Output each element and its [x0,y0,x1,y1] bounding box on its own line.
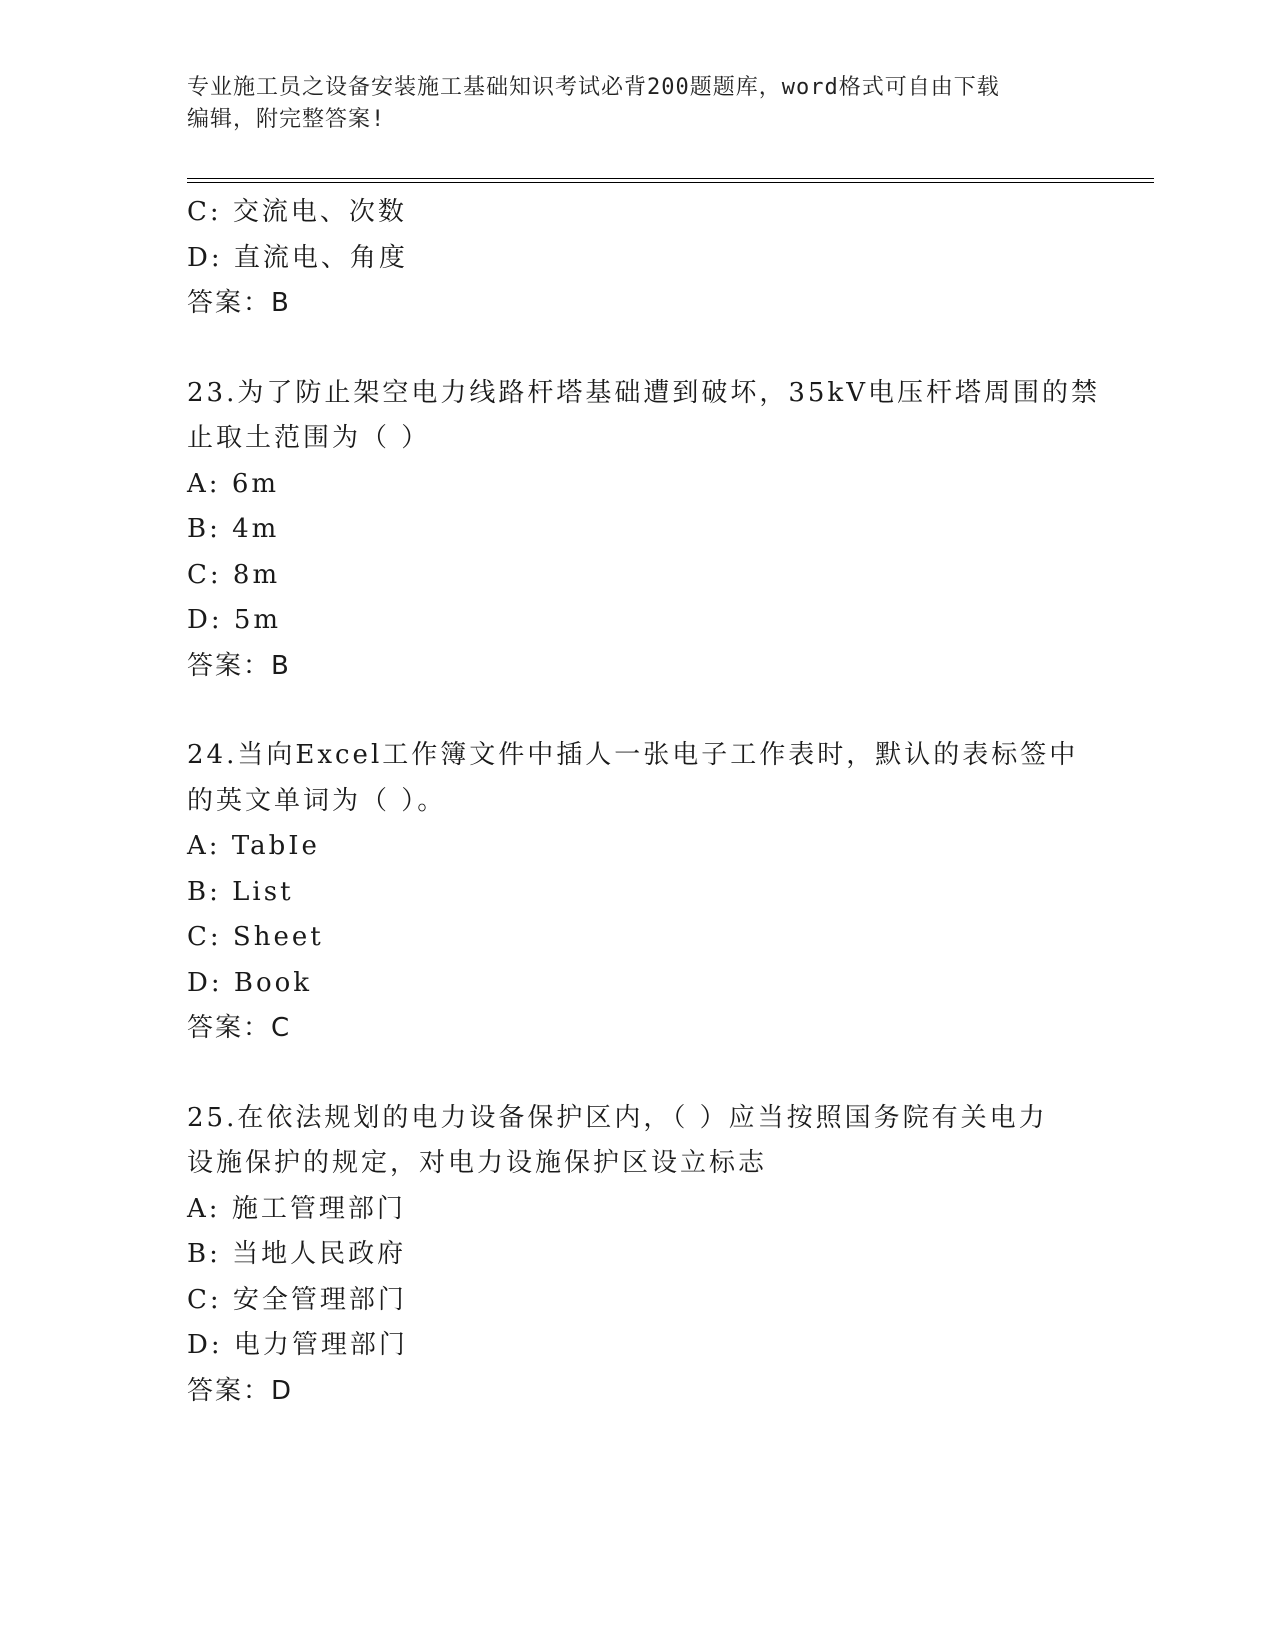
answer-line: 答案：B [187,288,291,318]
option-label: C: [187,922,222,952]
option-b [187,507,1087,553]
carryover-block [187,190,1087,327]
option-d [187,236,1087,282]
document-header [187,72,1087,136]
option-label: D: [187,242,223,273]
option-text: 6m [231,468,280,499]
question-23 [187,371,1100,690]
option-text: 5m [233,605,282,635]
question-stem-cont: 止取土范围为（ ） [187,423,431,453]
question-stem: 24.当向Excel工作簿文件中插人一张电子工作表时，默认的表标签中 [187,740,1079,770]
option-d [187,1323,1087,1369]
option-text: 电力管理部门 [233,1330,408,1360]
header-double-rule [187,178,1154,183]
option-text: 交流电、次数 [232,197,407,227]
option-a [187,824,1087,870]
question-25 [187,1096,1087,1415]
option-label: D: [187,1330,223,1360]
option-text: 安全管理部门 [232,1284,407,1315]
option-text: 施工管理部门 [231,1193,406,1224]
option-text: TabIe [231,831,320,861]
option-text: List [232,876,294,907]
option-text: Book [233,967,313,998]
option-b [187,870,1087,916]
answer-line: 答案：D [187,1375,294,1406]
option-label: A: [187,831,221,861]
option-d [187,961,1087,1007]
option-c [187,1278,1087,1324]
question-stem: 25.在依法规划的电力设备保护区内，（ ）应当按照国务院有关电力 [187,1102,1048,1133]
option-text: 当地人民政府 [232,1239,407,1269]
option-label: A: [187,1193,221,1224]
option-a [187,1187,1087,1233]
option-c [187,553,1087,599]
spacer [187,1052,1087,1096]
answer-line: 答案：B [187,650,291,681]
option-label: C: [187,1284,222,1315]
question-stem-cont: 设施保护的规定，对电力设施保护区设立标志 [187,1148,768,1178]
question-stem: 23.为了防止架空电力线路杆塔基础遭到破坏，35kV电压杆塔周围的禁 [187,377,1100,408]
option-text: Sheet [232,922,324,952]
option-text: 直流电、角度 [233,242,408,273]
option-a [187,462,1087,508]
question-24 [187,733,1087,1052]
option-label: B: [187,1239,221,1269]
spacer [187,327,1087,371]
option-label: A: [187,468,221,499]
option-text: 8m [232,559,281,590]
option-label: B: [187,514,221,544]
option-b [187,1232,1087,1278]
question-stem-cont: 的英文单词为（ ）。 [187,785,447,816]
option-label: D: [187,967,223,998]
option-text: 4m [232,514,280,544]
option-d [187,598,1087,644]
option-c [187,190,1087,236]
option-label: C: [187,197,222,227]
option-c [187,915,1087,961]
question-content [187,190,1100,1414]
answer-line: 答案：C [187,1013,292,1043]
option-label: B: [187,876,221,907]
header-line-1: 专业施工员之设备安装施工基础知识考试必背200题题库，word格式可自由下载 [187,75,1000,100]
header-line-2: 编辑，附完整答案! [187,107,386,132]
option-label: D: [187,605,223,635]
option-label: C: [187,559,222,590]
spacer [187,689,1087,733]
